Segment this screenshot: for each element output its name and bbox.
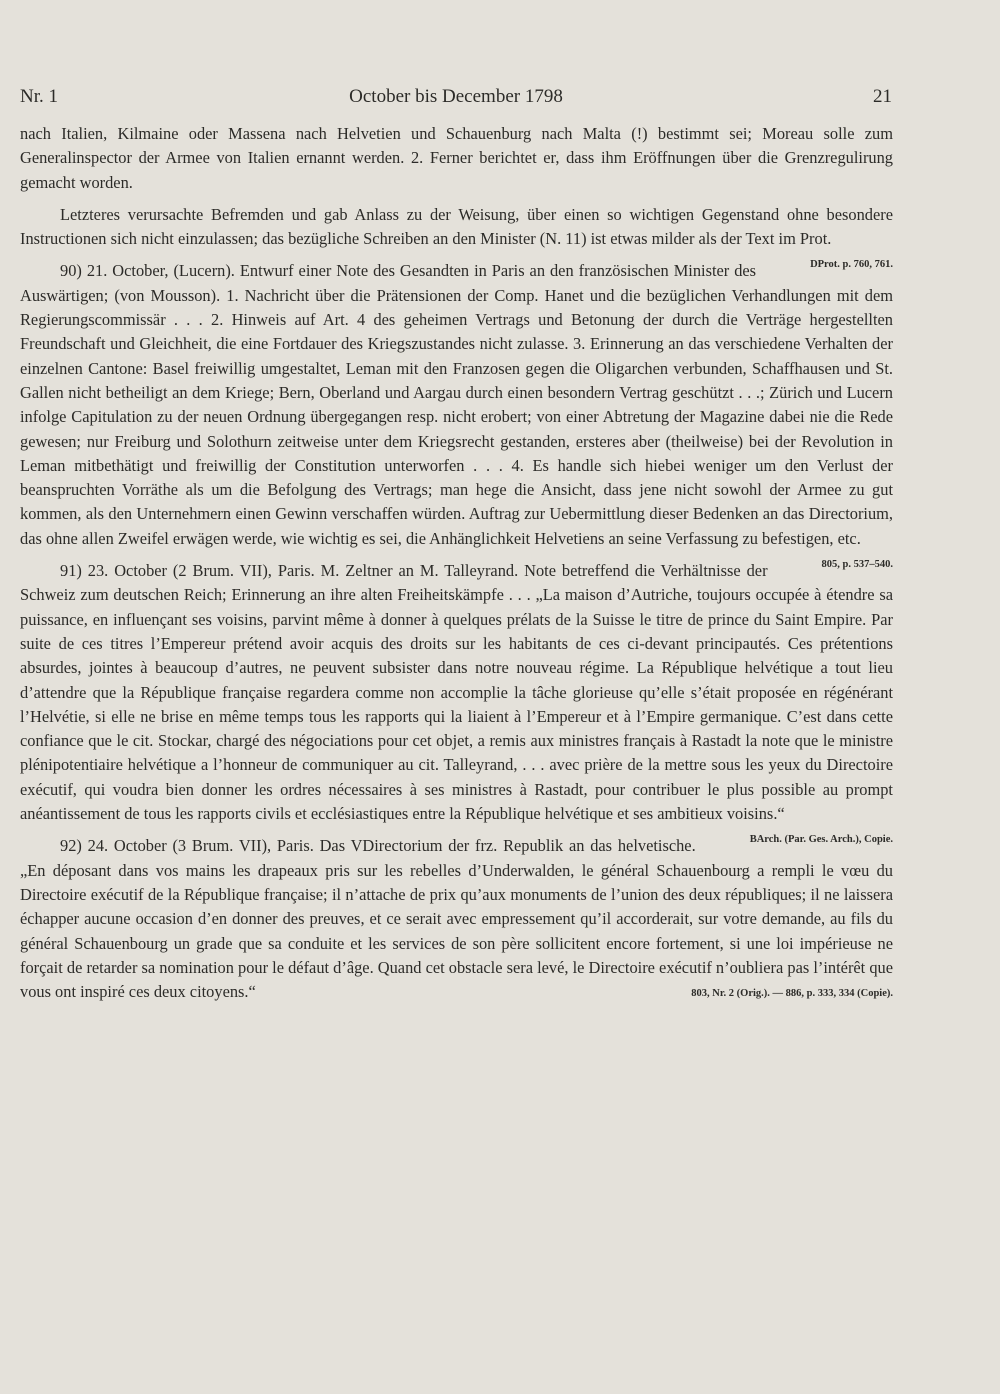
header-document-number: Nr. 1	[20, 86, 58, 107]
header-title: October bis December 1798	[349, 86, 563, 107]
paragraph-text: 90) 21. October, (Lucern). Entwurf einer Note des Gesandten in Paris an den französischen Minister des Auswärtigen; (von Mousson). 1. Nachricht über die Prätensionen der Comp. Hanet und die bezüglichen Verhandlungen mit dem Regierungscommissär . . . 2. Hinweis auf Art. 4 des geheimen Vertrags und Betonung der durch die Verträge hergestellten Freundschaft und Gleichheit, die eine Fortdauer des Kriegszustandes nicht zulasse. 3. Erinnerung an das verschiedene Verhalten der einzelnen Cantone: Basel freiwillig umgestaltet, Leman mit den Franzosen gegen die Oligarchen verbunden, Schaffhausen und St. Gallen nicht betheiligt an dem Kriege; Bern, Oberland und Aargau durch einen besondern Vertrag geschützt . . .; Zürich und Lucern infolge Capitulation zu der neuen Ordnung übergegangen resp. nicht erobert; von einer Abtretung der Magazine dabei nie die Rede gewesen; nur Freiburg und Solothurn zeitweise unter dem Kriegsrecht gestanden, ersteres aber (theilweise) bei der Revolution in Leman mitbethätigt und freiwillig der Constitution unterworfen . . . 4. Es handle sich hiebei weniger um den Verlust der beanspruchten Vorräthe als um die Befolgung des Vertrags; man hege die Ansicht, dass jene nicht sowohl der Armee zu gut kommen, als den Unternehmern einen Gewinn verschaffen würden. Auftrag zur Uebermittlung dieser Bedenken an das Directorium, das ohne allen Zweifel erwägen werde, wie wichtig es sei, die Anhänglichkeit Helvetiens an seine Verfassung zu befestigen, etc.	[20, 261, 893, 548]
entry-90	[20, 259, 893, 571]
paragraph-continuation	[20, 122, 893, 195]
entry-91	[20, 559, 893, 846]
document-body	[20, 122, 893, 1012]
source-reference: 803, Nr. 2 (Orig.). — 886, p. 333, 334 (Copie).	[691, 988, 893, 1000]
header-page-number: 21	[873, 86, 892, 107]
paragraph-text: 91) 23. October (2 Brum. VII), Paris. M. Zeltner an M. Talleyrand. Note betreffend die Verhältnisse der Schweiz zum deutschen Reich; Erinnerung an ihre alten Freiheitskämpfe . . . „La maison d’Autriche, toujours occupée à étendre sa puissance, en influençant ses voisins, parvint même à donner à quelques prélats de la Suisse le titre de prince du Saint Empire. Par suite de ces titres l’Empereur prétend avoir acquis des droits sur les habitants de ces ci-devant principautés. Ces prétentions absurdes, jointes à beaucoup d’autres, ne peuvent subsister dans notre nouveau régime. La République helvétique a tout lieu d’attendre que la République française regardera comme non accomplie la tâche glorieuse qu’elle s’était proposée en régénérant l’Helvétie, si elle ne brise en même temps tous les rapports qui la liaient à l’Empereur et à l’Empire germanique. C’est dans cette confiance que le cit. Stockar, chargé des négociations pour cet objet, a remis aux ministres français à Rastadt la note que le ministre plénipotentiaire helvétique a l’honneur de communiquer au cit. Talleyrand, . . . avec prière de la mettre sous les yeux du Directoire exécutif, qui voudra bien donner les ordres nécessaires à ses ministres à Rastadt, pour contribuer le plus possible au prompt anéantissement de tous les rapports civils et ecclésiastiques entre la République helvétique et ses ambitieux voisins.“	[20, 561, 893, 824]
source-reference: 805, p. 537–540.	[821, 559, 893, 571]
paragraph-note	[20, 203, 893, 271]
source-reference: DProt. p. 760, 761.	[810, 259, 893, 271]
source-reference: BArch. (Par. Ges. Arch.), Copie.	[749, 834, 893, 846]
paragraph-text: Letzteres verursachte Befremden und gab Anlass zu der Weisung, über einen so wichtigen Gegenstand ohne besondere Instructionen sich nicht einzulassen; das bezügliche Schreiben an den Minister (N. 11) ist etwas milder als der Text im Prot.	[20, 204, 893, 249]
paragraph-text: 92) 24. October (3 Brum. VII), Paris. Das VDirectorium der frz. Republik an das helvetische. „En déposant dans vos mains les drapeaux pris sur les rebelles d’Underwalden, le général Schauenbourg a rempli le vœu du Directoire exécutif de la République française; il n’attache de prix qu’aux monuments de l’union des deux républiques; il ne laissera échapper aucune occasion d’en donner des preuves, et ce serait avec empressement qu’il accorderait, sur votre demande, au fils du général Schauenbourg un grade que sa conduite et les services de son père sollicitent encore fortement, si une loi impérieuse ne forçait de retarder sa nomination pour le défaut d’âge. Quand cet obstacle sera levé, le Directoire exécutif n’oubliera pas l’intérêt que vous ont inspiré ces deux citoyens.“	[20, 836, 893, 1002]
paragraph-text: nach Italien, Kilmaine oder Massena nach Helvetien und Schauenburg nach Malta (!) bestimmt sei; Moreau solle zum Generalinspector der Armee von Italien ernannt werden. 2. Ferner berichtet er, dass ihm Eröffnungen über die Grenzregulirung gemacht worden.	[20, 124, 893, 192]
page-header	[20, 86, 892, 116]
entry-92	[20, 834, 893, 1004]
